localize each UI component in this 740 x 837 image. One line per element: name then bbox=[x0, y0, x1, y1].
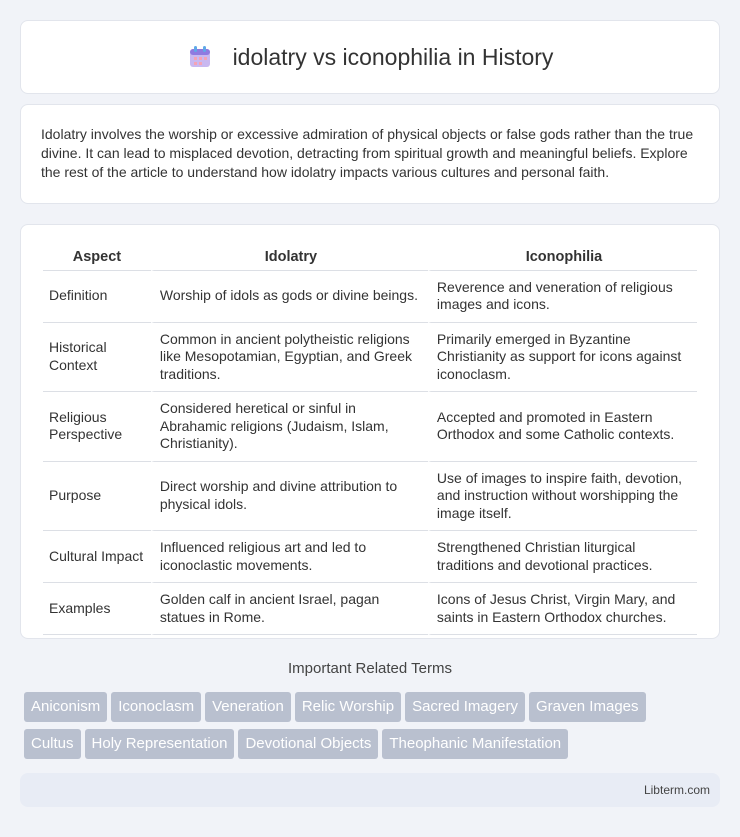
table-cell: Reverence and veneration of religious images and icons. bbox=[428, 271, 697, 323]
table-row bbox=[43, 583, 697, 635]
footer bbox=[20, 773, 720, 807]
related-term-tag[interactable]: Cultus bbox=[24, 729, 81, 759]
related-term-tag[interactable]: Holy Representation bbox=[85, 729, 235, 759]
related-term-tag[interactable]: Veneration bbox=[205, 692, 291, 722]
table-cell: Icons of Jesus Christ, Virgin Mary, and saints in Eastern Orthodox churches. bbox=[428, 583, 697, 635]
header-card bbox=[20, 20, 720, 94]
table-cell: Historical Context bbox=[43, 323, 151, 393]
related-term-tag[interactable]: Aniconism bbox=[24, 692, 107, 722]
related-terms-title: Important Related Terms bbox=[288, 660, 452, 677]
related-term-tag[interactable]: Relic Worship bbox=[295, 692, 401, 722]
table-cell: Influenced religious art and led to iconoclastic movements. bbox=[151, 531, 428, 583]
table-cell: Considered heretical or sinful in Abrahamic religions (Judaism, Islam, Christianity). bbox=[151, 392, 428, 462]
calendar-icon bbox=[187, 44, 213, 70]
table-cell: Direct worship and divine attribution to physical idols. bbox=[151, 462, 428, 532]
intro-text: Idolatry involves the worship or excessive admiration of physical objects or false gods rather than the true divine. It can lead to misplaced devotion, detracting from spiritual growth and meaningful beliefs. Explore the rest of the article to understand how idolatry impacts various cultures and personal faith. bbox=[41, 126, 694, 180]
related-term-tag[interactable]: Iconoclasm bbox=[111, 692, 201, 722]
table-row bbox=[43, 323, 697, 393]
comparison-table-card bbox=[20, 224, 720, 639]
table-cell: Use of images to inspire faith, devotion, and instruction without worshipping the image itself. bbox=[428, 462, 697, 532]
column-header: Idolatry bbox=[151, 245, 428, 271]
table-row bbox=[43, 531, 697, 583]
related-term-tag[interactable]: Theophanic Manifestation bbox=[382, 729, 568, 759]
footer-site-link[interactable]: Libterm.com bbox=[643, 783, 710, 797]
table-row bbox=[43, 462, 697, 532]
comparison-table bbox=[43, 245, 697, 635]
page-title: idolatry vs iconophilia in History bbox=[232, 43, 554, 70]
table-cell: Worship of idols as gods or divine beings. bbox=[151, 271, 428, 323]
table-cell: Accepted and promoted in Eastern Orthodox and some Catholic contexts. bbox=[428, 392, 697, 462]
table-cell: Cultural Impact bbox=[43, 531, 151, 583]
related-term-tag[interactable]: Sacred Imagery bbox=[405, 692, 525, 722]
table-cell: Religious Perspective bbox=[43, 392, 151, 462]
column-header: Aspect bbox=[43, 245, 151, 271]
table-row bbox=[43, 392, 697, 462]
table-cell: Common in ancient polytheistic religions like Mesopotamian, Egyptian, and Greek traditions. bbox=[151, 323, 428, 393]
table-header-row bbox=[43, 245, 697, 271]
table-cell: Purpose bbox=[43, 462, 151, 532]
related-terms-list bbox=[24, 692, 724, 766]
table-cell: Golden calf in ancient Israel, pagan statues in Rome. bbox=[151, 583, 428, 635]
intro-card bbox=[20, 104, 720, 204]
related-term-tag[interactable]: Graven Images bbox=[529, 692, 646, 722]
table-cell: Strengthened Christian liturgical traditions and devotional practices. bbox=[428, 531, 697, 583]
column-header: Iconophilia bbox=[428, 245, 697, 271]
table-cell: Primarily emerged in Byzantine Christianity as support for icons against iconoclasm. bbox=[428, 323, 697, 393]
table-cell: Definition bbox=[43, 271, 151, 323]
related-term-tag[interactable]: Devotional Objects bbox=[238, 729, 378, 759]
table-row bbox=[43, 271, 697, 323]
table-cell: Examples bbox=[43, 583, 151, 635]
